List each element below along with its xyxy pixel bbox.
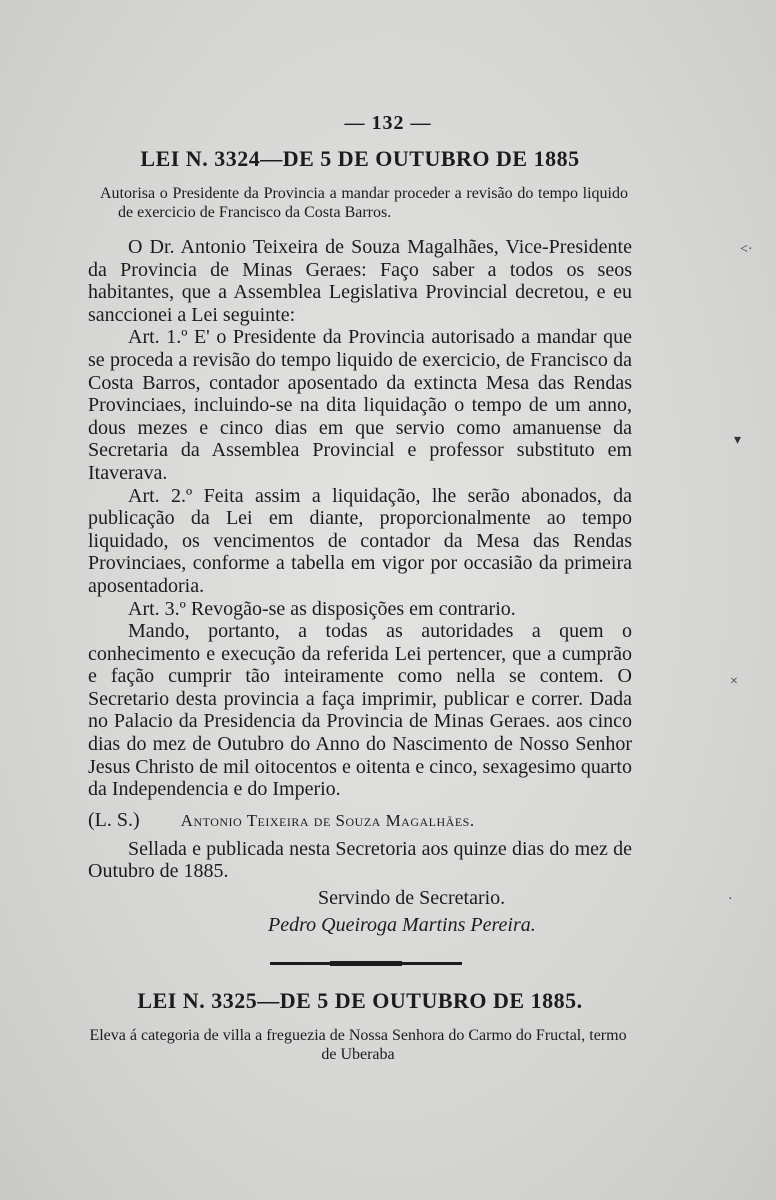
- article-2: Art. 2.º Feita assim a liquidação, lhe serão abonados, da publicação da Lei em diante, proporcionalmente ao tempo liquidado, os vencimentos de contador da Mesa das Rendas Provinciaes, conforme a tabella em vigor por occasião da primeira aposentadoria.: [88, 484, 632, 597]
- margin-mark: ˂·: [740, 242, 753, 257]
- law-3324: [88, 146, 632, 937]
- margin-mark: ▾: [734, 433, 742, 448]
- article-3: Art. 3.º Revogão-se as disposições em contrario.: [128, 597, 516, 620]
- section-divider: [270, 962, 462, 965]
- article-1: Art. 1.º E' o Presidente da Provincia autorisado a mandar que se proceda a revisão do tempo liquido de exercicio, de Francisco da Costa Barros, contador aposentado da extincta Mesa das Rendas Provinciaes, incluindo-se na dita liquidação o tempo de um anno, dous mezes e cinco dias em que servio como amanuense da Secretaria da Assemblea Provincial e professor substituto em Itaverava.: [88, 326, 632, 484]
- law-summary: Autorisa o Presidente da Provincia a mandar proceder a revisão do tempo liquido de exercicio de Francisco da Costa Barros.: [100, 185, 628, 221]
- law-title: LEI N. 3325—DE 5 DE OUTUBRO DE 1885.: [137, 988, 583, 1013]
- page-number: — 132 —: [344, 112, 432, 134]
- margin-mark: ×: [730, 674, 738, 689]
- signatory-name: Antonio Teixeira de Souza Magalhães.: [180, 810, 475, 830]
- signature-line: [88, 809, 632, 832]
- seal-mark: (L. S.): [88, 808, 140, 831]
- sealing-note: Sellada e publicada nesta Secretoria aos quinze dias do mez de Outubro de 1885.: [88, 837, 632, 883]
- law-summary: Eleva á categoria de villa a freguezia de Nossa Senhora do Carmo do Fructal, termo de Uberaba: [89, 1027, 627, 1063]
- law-3325: [88, 988, 632, 1064]
- margin-mark: ·: [728, 892, 733, 907]
- promulgation-paragraph: Mando, portanto, a todas as autoridades a quem o conhecimento e execução da referida Lei pertencer, que a cumprão e fação cumprir tão inteiramente como nella se contem. O Secretario desta provincia a faça imprimir, publicar e correr. Dada no Palacio da Presidencia da Provincia de Minas Geraes. aos cinco dias do mez de Outubro do Anno do Nascimento de Nosso Senhor Jesus Christo de mil oitocentos e oitenta e cinco, sexagesimo quarto da Independencia e do Imperio.: [88, 620, 632, 801]
- secretary-name: Pedro Queiroga Martins Pereira.: [268, 914, 536, 937]
- serving-as-secretary: Servindo de Secretario.: [318, 887, 506, 910]
- law-title: LEI N. 3324—DE 5 DE OUTUBRO DE 1885: [140, 146, 580, 171]
- preamble: O Dr. Antonio Teixeira de Souza Magalhães, Vice-Presidente da Provincia de Minas Geraes: Faço saber a todos os seos habitantes, que a Assemblea Legislativa Provincial decretou, e eu sanccionei a Lei seguinte:: [88, 236, 632, 326]
